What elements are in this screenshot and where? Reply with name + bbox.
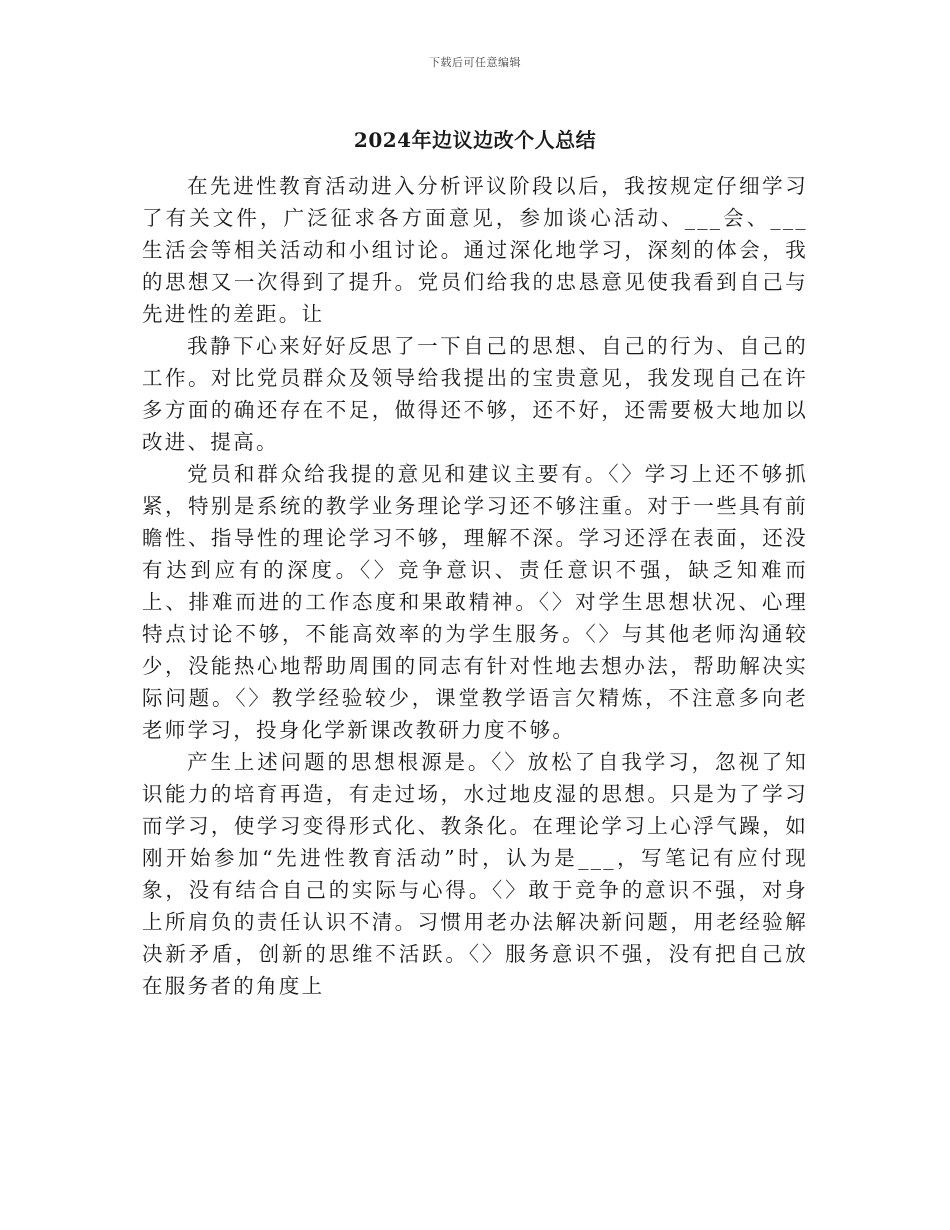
paragraph: 我静下心来好好反思了一下自己的思想、自己的行为、自己的工作。对比党员群众及领导给我提出的宝贵意见，我发现自己在许多方面的确还存在不足，做得还不够，还不好，还需要极大地加以改进、提高。 (142, 334, 808, 454)
header-note: 下载后可任意编辑 (429, 56, 521, 69)
paragraph: 党员和群众给我提的意见和建议主要有。〈〉学习上还不够抓紧，特别是系统的教学业务理论学习还不够注重。对于一些具有前瞻性、指导性的理论学习不够，理解不深。学习还浮在表面，还没有达到应有的深度。〈〉竞争意识、责任意识不强，缺乏知难而上、排难而进的工作态度和果敢精神。〈〉对学生思想状况、心理特点讨论不够，不能高效率的为学生服务。〈〉与其他老师沟通较少，没能热心地帮助周围的同志有针对性地去想办法，帮助解决实际问题。〈〉教学经验较少，课堂教学语言欠精炼，不注意多向老老师学习，投身化学新课改教研力度不够。 (142, 462, 808, 742)
paragraph: 在先进性教育活动进入分析评议阶段以后，我按规定仔细学习了有关文件，广泛征求各方面意见，参加谈心活动、___会、___生活会等相关活动和小组讨论。通过深化地学习，深刻的体会，我的思想又一次得到了提升。党员们给我的忠恳意见使我看到自己与先进性的差距。让 (142, 174, 808, 326)
document-title: 2024年边议边改个人总结 (353, 128, 597, 152)
document-body (142, 170, 808, 1002)
paragraph: 产生上述问题的思想根源是。〈〉放松了自我学习，忽视了知识能力的培育再造，有走过场，水过地皮湿的思想。只是为了学习而学习，使学习变得形式化、教条化。在理论学习上心浮气躁，如刚开始参加“先进性教育活动”时，认为是___，写笔记有应付现象，没有结合自己的实际与心得。〈〉敢于竞争的意识不强，对身上所肩负的责任认识不清。习惯用老办法解决新问题，用老经验解决新矛盾，创新的思维不活跃。〈〉服务意识不强，没有把自己放在服务者的角度上 (142, 750, 808, 998)
